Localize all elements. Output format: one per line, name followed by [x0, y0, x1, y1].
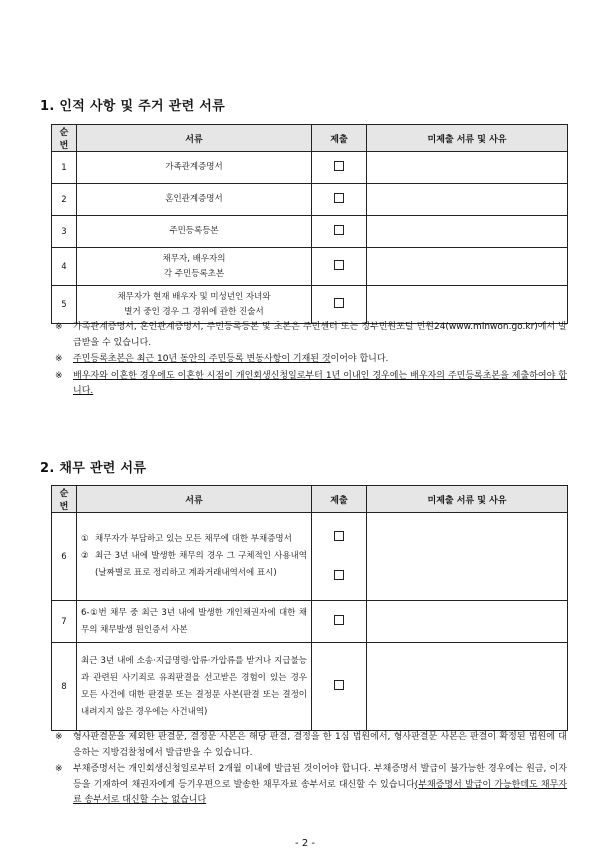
- note-mark: ※: [55, 764, 63, 774]
- submit-checkbox[interactable]: [312, 152, 367, 184]
- table-row: [52, 286, 568, 324]
- checkbox-icon[interactable]: [334, 161, 344, 171]
- checkbox-icon[interactable]: [334, 193, 344, 203]
- note-mark: ※: [55, 370, 63, 381]
- submit-checkbox[interactable]: [312, 248, 367, 286]
- note-text-tail: 이어야 합니다.: [330, 354, 389, 364]
- reason-field[interactable]: [367, 643, 568, 731]
- document-name-line: 가족관계증명서: [165, 162, 223, 172]
- document-item: [81, 531, 307, 548]
- row-number: 3: [52, 216, 77, 248]
- note-text: [73, 352, 567, 368]
- checkbox-icon[interactable]: [334, 570, 344, 580]
- row-number: 1: [52, 152, 77, 184]
- document-name: [77, 513, 312, 601]
- page-number: - 2 -: [295, 838, 315, 849]
- reason-field[interactable]: [367, 248, 568, 286]
- document-name-line: 별거 중인 경우 그 경위에 관한 진술서: [124, 306, 264, 317]
- document-name: [77, 286, 312, 324]
- table-row: [52, 513, 568, 601]
- table-row: [52, 184, 568, 216]
- checkbox-icon[interactable]: [334, 680, 344, 690]
- submit-checkbox[interactable]: [312, 643, 367, 731]
- section2-notes: [55, 730, 567, 810]
- reason-field[interactable]: [367, 601, 568, 643]
- item-number: ②: [81, 551, 89, 561]
- note-text: 형사판결문을 제외한 판결문, 결정문 사본은 해당 판결, 결정을 한 1심 법원에서, 형사판결문 사본은 판결이 확정된 법원에 대응하는 지방검찰청에서 발급받을 수 있습니다.: [73, 732, 567, 758]
- table-row: [52, 152, 568, 184]
- table-header-row: [52, 486, 568, 513]
- document-name: 6-①번 채무 중 최근 3년 내에 발생한 개인채권자에 대한 채무의 채무발생 원인증서 사본: [77, 601, 312, 643]
- table-row: [52, 601, 568, 643]
- row-number: 7: [52, 601, 77, 643]
- document-name-line: 채무자가 현재 배우자 및 미성년인 자녀와: [117, 291, 271, 302]
- row-number: 5: [52, 286, 77, 324]
- col-header-no: 순번: [52, 486, 77, 513]
- col-header-no: 순번: [52, 125, 77, 152]
- row-number: 6: [52, 513, 77, 601]
- submit-checkbox-group: [312, 513, 367, 601]
- reason-field[interactable]: [367, 286, 568, 324]
- note-text-main: 부채증명서는 개인회생신청일로부터 2개월 이내에 발급된 것이어야 합니다. 부채증명서 발급이 불가능한 경우에는 원금, 이자 등을 기재하여 채권자에게 등기우편으로 발송한 채무자료 송부서로 대신할 수 있습니다: [73, 764, 567, 790]
- row-number: 4: [52, 248, 77, 286]
- col-header-submit: 제출: [312, 486, 367, 513]
- section1-notes: [55, 320, 567, 401]
- document-name: [77, 248, 312, 286]
- note-text: 가족관계증명서, 혼인관계증명서, 주민등록등본 및 초본은 주민센터 또는 정부민원포털 민원24(www.minwon.go.kr)에서 발급받을 수 있습니다.: [73, 322, 567, 348]
- debt-docs-table: [51, 485, 568, 731]
- note-text: 배우자와 이혼한 경우에도 이혼한 시점이 개인회생신청일로부터 1년 이내인 경우에는 배우자의 주민등록초본을 제출하여야 합니다.: [73, 370, 567, 396]
- row-number: 8: [52, 643, 77, 731]
- submit-checkbox[interactable]: [312, 184, 367, 216]
- col-header-reason: 미제출 서류 및 사유: [367, 125, 568, 152]
- checkbox-icon[interactable]: [334, 615, 344, 625]
- reason-field[interactable]: [367, 216, 568, 248]
- document-item: [81, 548, 307, 582]
- checkbox-icon[interactable]: [334, 260, 344, 270]
- item-number: ①: [81, 534, 89, 544]
- table-row: [52, 248, 568, 286]
- table-row: [52, 216, 568, 248]
- note: [55, 762, 567, 809]
- col-header-doc: 서류: [77, 125, 312, 152]
- note-mark: ※: [55, 322, 63, 332]
- row-number: 2: [52, 184, 77, 216]
- checkbox-icon[interactable]: [334, 225, 344, 235]
- document-name: [77, 216, 312, 248]
- section1-title: 1. 인적 사항 및 주거 관련 서류: [40, 99, 225, 114]
- submit-checkbox[interactable]: [312, 286, 367, 324]
- table-row: [52, 643, 568, 731]
- document-name: [77, 152, 312, 184]
- document-name-line: 각 주민등록초본: [163, 268, 225, 279]
- document-name: 최근 3년 내에 소송·지급명령·압류·가압류를 받거나 지급불능과 관련된 사기죄로 유죄판결을 선고받은 경험이 있는 경우 모든 사건에 대한 판결문 또는 결정문 사본(판결 또는 결정이 내려지지 않은 경우에는 사건내역): [77, 643, 312, 731]
- note-text: [73, 762, 567, 809]
- personal-docs-table: [51, 124, 568, 324]
- table-header-row: [52, 125, 568, 152]
- item-text: 최근 3년 내에 발생한 채무의 경우 그 구체적인 사용내역(날짜별로 표로 정리하고 계좌거래내역서에 표시): [95, 551, 307, 578]
- note: [55, 730, 567, 761]
- checkbox-icon[interactable]: [334, 531, 344, 541]
- reason-field[interactable]: [367, 184, 568, 216]
- note: [55, 369, 567, 400]
- document-name-line: 혼인관계증명서: [165, 194, 223, 204]
- col-header-submit: 제출: [312, 125, 367, 152]
- section2-title: 2. 채무 관련 서류: [40, 461, 147, 476]
- reason-field[interactable]: [367, 152, 568, 184]
- note-underlined-text: 주민등록초본은 최근 10년 동안의 주민등록 변동사항이 기재된 것: [73, 354, 331, 364]
- document-name-line: 주민등록등본: [169, 226, 219, 236]
- reason-field[interactable]: [367, 513, 568, 601]
- note: [55, 352, 567, 368]
- note: [55, 320, 567, 351]
- col-header-doc: 서류: [77, 486, 312, 513]
- col-header-reason: 미제출 서류 및 사유: [367, 486, 568, 513]
- submit-checkbox[interactable]: [312, 216, 367, 248]
- note-mark: ※: [55, 732, 63, 742]
- document-name-line: 채무자, 배우자의: [162, 253, 226, 264]
- submit-checkbox[interactable]: [312, 601, 367, 643]
- note-underlined-text: (부채증명서 발급이 가능한데도 채무자료 송부서로 대신할 수는 없습니다: [73, 779, 567, 805]
- document-name: [77, 184, 312, 216]
- checkbox-icon[interactable]: [334, 298, 344, 308]
- note-mark: ※: [55, 354, 63, 364]
- item-text: 채무자가 부담하고 있는 모든 채무에 대한 부채증명서: [95, 534, 292, 544]
